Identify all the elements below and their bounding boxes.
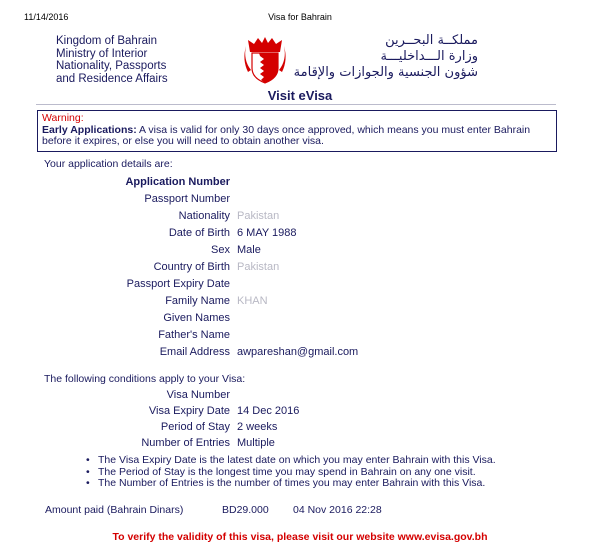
print-title: Visa for Bahrain: [268, 12, 332, 22]
ministry-name-arabic: [294, 33, 478, 81]
label-number-of-entries: Number of Entries: [141, 437, 230, 449]
amount-paid-value: BD29.000: [222, 504, 269, 516]
label-given-names: Given Names: [163, 312, 230, 324]
row-email-address: [0, 346, 600, 362]
visa-note-expiry: • The Visa Expiry Date is the latest date on which you may enter Bahrain with this Visa.: [86, 455, 496, 467]
value-nationality: Pakistan: [237, 210, 280, 222]
row-sex: [0, 244, 600, 260]
row-period-of-stay: [0, 421, 600, 437]
row-country-of-birth: [0, 261, 600, 277]
visa-conditions-heading: The following conditions apply to your Visa:: [44, 373, 246, 385]
ministry-name-english: [56, 35, 168, 85]
page-title: Visit eVisa: [267, 88, 333, 103]
value-country-of-birth: Pakistan: [237, 261, 280, 273]
ministry-ar-line-affairs: شؤون الجنسية والجوازات والإقامة: [293, 65, 478, 80]
value-number-of-entries: Multiple: [237, 437, 275, 449]
row-nationality: [0, 210, 600, 226]
label-family-name: Family Name: [165, 295, 230, 307]
label-passport-expiry-date: Passport Expiry Date: [126, 278, 230, 290]
verify-notice: To verify the validity of this visa, please visit our website www.evisa.gov.bh: [112, 531, 488, 543]
row-passport-expiry-date: [0, 278, 600, 294]
visa-notes-list: [86, 455, 496, 490]
label-fathers-name: Father's Name: [158, 329, 230, 341]
bahrain-coat-of-arms-icon: [242, 36, 288, 86]
ministry-line-kingdom: Kingdom of Bahrain: [56, 35, 158, 47]
value-period-of-stay: 2 weeks: [237, 421, 278, 433]
amount-paid-date: 04 Nov 2016 22:28: [293, 504, 382, 516]
row-application-number: [0, 176, 600, 192]
visa-note-entries: • The Number of Entries is the number of times you may enter Bahrain with this Visa.: [86, 478, 496, 490]
ministry-line-nationality: Nationality, Passports: [56, 60, 167, 72]
row-fathers-name: [0, 329, 600, 345]
row-visa-expiry-date: [0, 405, 600, 421]
label-sex: Sex: [211, 244, 230, 256]
ministry-ar-line-kingdom: مملكــة البحــرين: [385, 33, 478, 48]
row-number-of-entries: [0, 437, 600, 453]
ministry-line-interior: Ministry of Interior: [56, 47, 148, 60]
label-nationality: Nationality: [178, 210, 230, 222]
print-header: [0, 12, 600, 26]
ministry-line-residence: and Residence Affairs: [56, 72, 168, 85]
value-sex: Male: [237, 244, 261, 256]
label-period-of-stay: Period of Stay: [160, 421, 230, 433]
value-visa-expiry-date: 14 Dec 2016: [237, 405, 300, 417]
warning-text: A visa is valid for only 30 days once approved, which means you must enter Bahrain before it expires, or else you will need to obtain another visa.: [42, 123, 531, 147]
label-passport-number: Passport Number: [144, 193, 230, 205]
row-family-name: [0, 295, 600, 311]
print-date: 11/14/2016: [24, 12, 69, 22]
warning-label: Early Applications:: [42, 123, 137, 136]
label-date-of-birth: Date of Birth: [168, 227, 230, 239]
label-application-number: Application Number: [125, 176, 230, 188]
label-email-address: Email Address: [159, 346, 230, 358]
label-visa-number: Visa Number: [166, 389, 230, 401]
value-date-of-birth: 6 MAY 1988: [237, 227, 297, 239]
value-email-address: awpareshan@gmail.com: [237, 346, 359, 358]
application-details-heading: Your application details are:: [44, 158, 173, 170]
warning-title: Warning:: [42, 112, 84, 124]
row-given-names: [0, 312, 600, 328]
label-visa-expiry-date: Visa Expiry Date: [148, 405, 230, 417]
row-date-of-birth: [0, 227, 600, 243]
warning-body: [42, 125, 552, 148]
row-visa-number: [0, 389, 600, 405]
row-passport-number: [0, 193, 600, 209]
ministry-ar-line-interior: وزارة الـــداخليـــة: [380, 49, 478, 64]
title-divider: [36, 104, 556, 105]
value-family-name: KHAN: [237, 295, 268, 307]
visa-note-period: • The Period of Stay is the longest time you may spend in Bahrain on any one visit.: [86, 467, 496, 479]
label-country-of-birth: Country of Birth: [153, 261, 230, 273]
warning-box: [37, 110, 557, 152]
amount-paid-label: Amount paid (Bahrain Dinars): [45, 504, 184, 516]
